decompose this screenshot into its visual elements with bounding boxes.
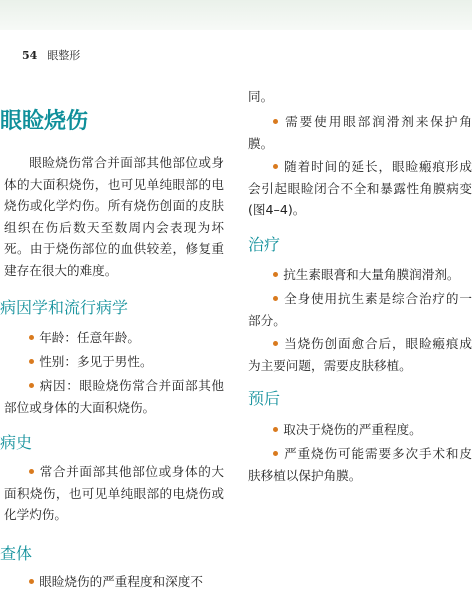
section-heading-prognosis: 预后 — [248, 389, 281, 408]
section-heading-history: 病史 — [0, 433, 33, 452]
section-heading-exam: 查体 — [0, 544, 33, 563]
list-item: 常合并面部其他部位或身体的大面积烧伤，也可见单纯眼部的电烧伤或化学灼伤。 — [4, 464, 224, 523]
intro-paragraph: 眼睑烧伤常合并面部其他部位或身体的大面积烧伤，也可见单纯眼部的电烧伤或化学灼伤。所有烧伤创面的皮肤组织在伤后数天至数周内会表现为坏死。由于烧伤部位的血供较差，修复重建存在很大的难度。 — [4, 155, 224, 278]
list-item: 当烧伤创面愈合后，眼睑瘢痕成为主要问题，需要皮肤移植。 — [248, 336, 472, 373]
bullet-dot-icon — [273, 164, 278, 169]
bullet-dot-icon — [29, 335, 34, 340]
list-item: 全身使用抗生素是综合治疗的一部分。 — [248, 291, 472, 328]
running-header — [22, 47, 80, 63]
list-item: 抗生素眼膏和大量角膜润滑剂。 — [248, 264, 472, 286]
bullet-dot-icon — [273, 272, 278, 277]
list-item: 取决于烧伤的严重程度。 — [248, 419, 472, 441]
bullet-dot-icon — [273, 341, 278, 346]
bullet-dot-icon — [29, 579, 34, 584]
list-item: 眼睑烧伤的严重程度和深度不 — [4, 571, 224, 591]
list-item: 年龄：任意年龄。 — [4, 327, 224, 349]
list-item: 随着时间的延长，眼睑瘢痕形成会引起眼睑闭合不全和暴露性角膜病变(图4–4)。 — [248, 159, 472, 218]
list-item: 严重烧伤可能需要多次手术和皮肤移植以保护角膜。 — [248, 446, 472, 483]
bullet-dot-icon — [273, 451, 278, 456]
bullet-dot-icon — [273, 119, 278, 124]
bullet-dot-icon — [29, 469, 34, 474]
bullet-dot-icon — [273, 296, 278, 301]
section-heading-etiology: 病因学和流行病学 — [0, 298, 129, 317]
list-item: 需要使用眼部润滑剂来保护角膜。 — [248, 114, 472, 151]
page-number: 54 — [22, 49, 38, 62]
list-item: 病因：眼睑烧伤常合并面部其他部位或身体的大面积烧伤。 — [4, 378, 224, 415]
bullet-dot-icon — [29, 383, 34, 388]
chapter-title: 眼睑烧伤 — [0, 109, 89, 134]
bullet-dot-icon — [273, 427, 278, 432]
list-item: 性别：多见于男性。 — [4, 351, 224, 373]
bullet-dot-icon — [29, 359, 34, 364]
book-title: 眼整形 — [47, 49, 81, 62]
page-top-strip — [0, 0, 472, 30]
section-heading-treatment: 治疗 — [248, 235, 281, 254]
continued-text: 同。 — [248, 89, 274, 104]
